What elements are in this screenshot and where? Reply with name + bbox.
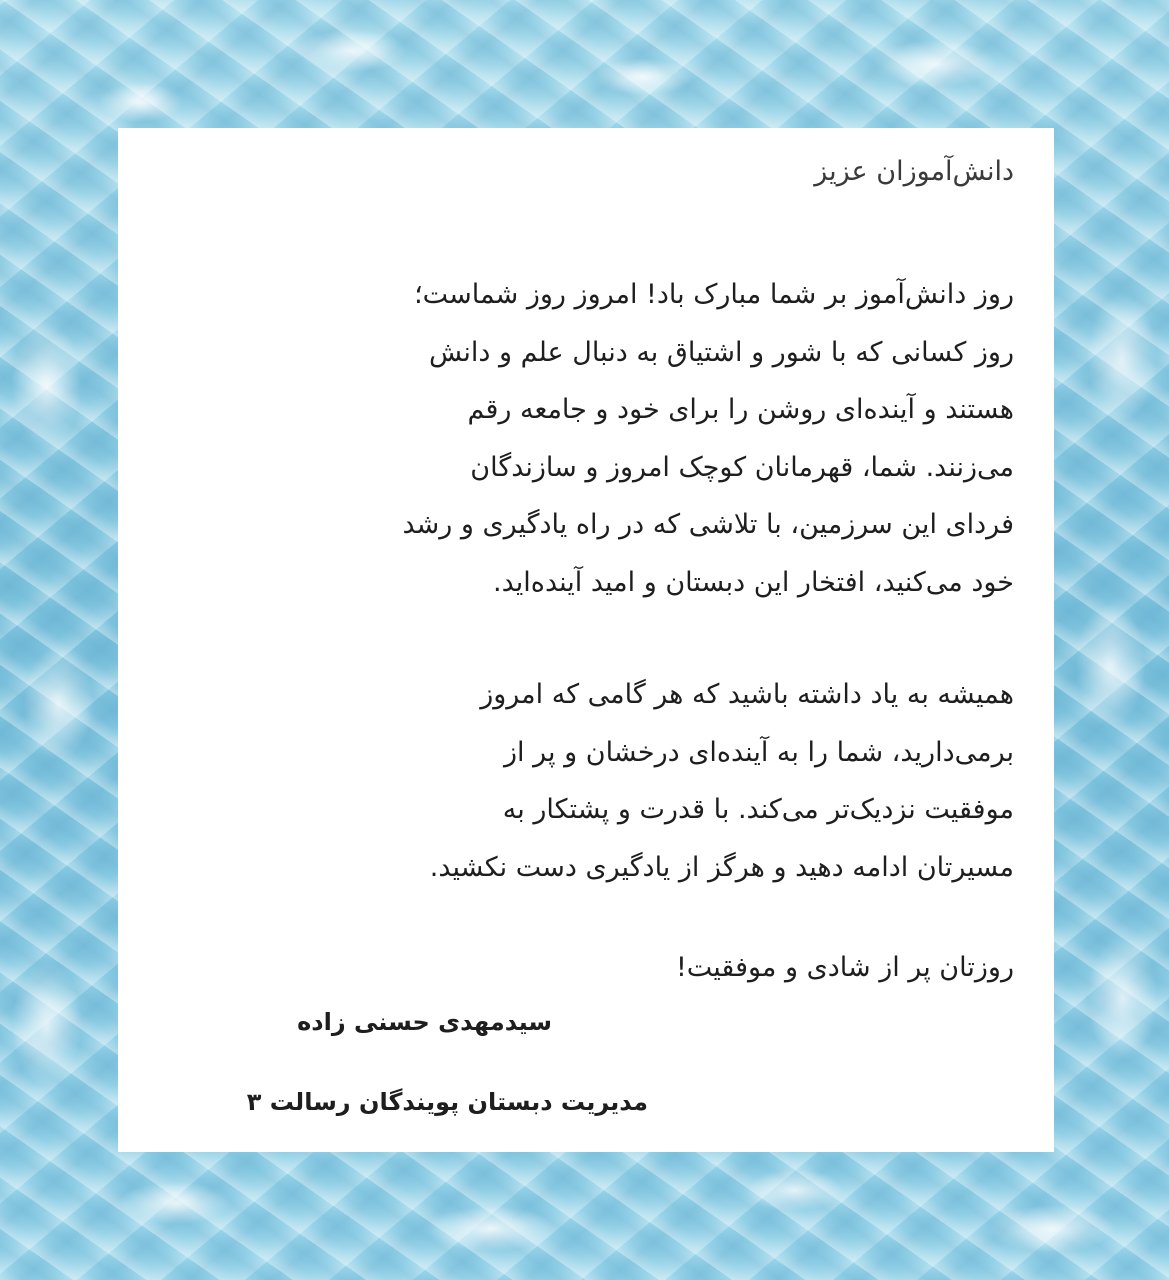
letter-greeting: دانش‌آموزان عزیز <box>814 156 1014 187</box>
paragraph-2-line: موفقیت نزدیک‌تر می‌کند. با قدرت و پشتکار به <box>502 794 1014 825</box>
paragraph-1-line: روز کسانی که با شور و اشتیاق به دنبال علم و دانش <box>428 336 1014 368</box>
paragraph-1-line: می‌زنند. شما، قهرمانان کوچک امروز و سازندگان <box>470 451 1014 483</box>
paragraph-1-line: خود می‌کنید، افتخار این دبستان و امید آینده‌اید. <box>493 566 1014 598</box>
paragraph-2-line: برمی‌دارید، شما را به آینده‌ای درخشان و پر از <box>504 736 1014 768</box>
letter-card <box>118 128 1054 1152</box>
paragraph-2-line: مسیرتان ادامه دهید و هرگز از یادگیری دست نکشید. <box>429 851 1014 883</box>
letter-paragraph-1 <box>194 266 1014 611</box>
signature-name: سیدمهدی حسنی زاده <box>297 1008 552 1036</box>
paragraph-1-line: هستند و آینده‌ای روشن را برای خود و جامعه رقم <box>467 394 1014 425</box>
signature-title: مدیریت دبستان پویندگان رسالت ۳ <box>246 1088 648 1116</box>
paragraph-2-line: همیشه به یاد داشته باشید که هر گامی که امروز <box>480 679 1014 710</box>
letter-paragraph-2 <box>194 666 1014 896</box>
paragraph-1-line: فردای این سرزمین، با تلاشی که در راه یادگیری و رشد <box>402 509 1014 540</box>
paragraph-1-line: روز دانش‌آموز بر شما مبارک باد! امروز روز شماست؛ <box>414 279 1014 310</box>
letter-closing: روزتان پر از شادی و موفقیت! <box>675 952 1014 983</box>
